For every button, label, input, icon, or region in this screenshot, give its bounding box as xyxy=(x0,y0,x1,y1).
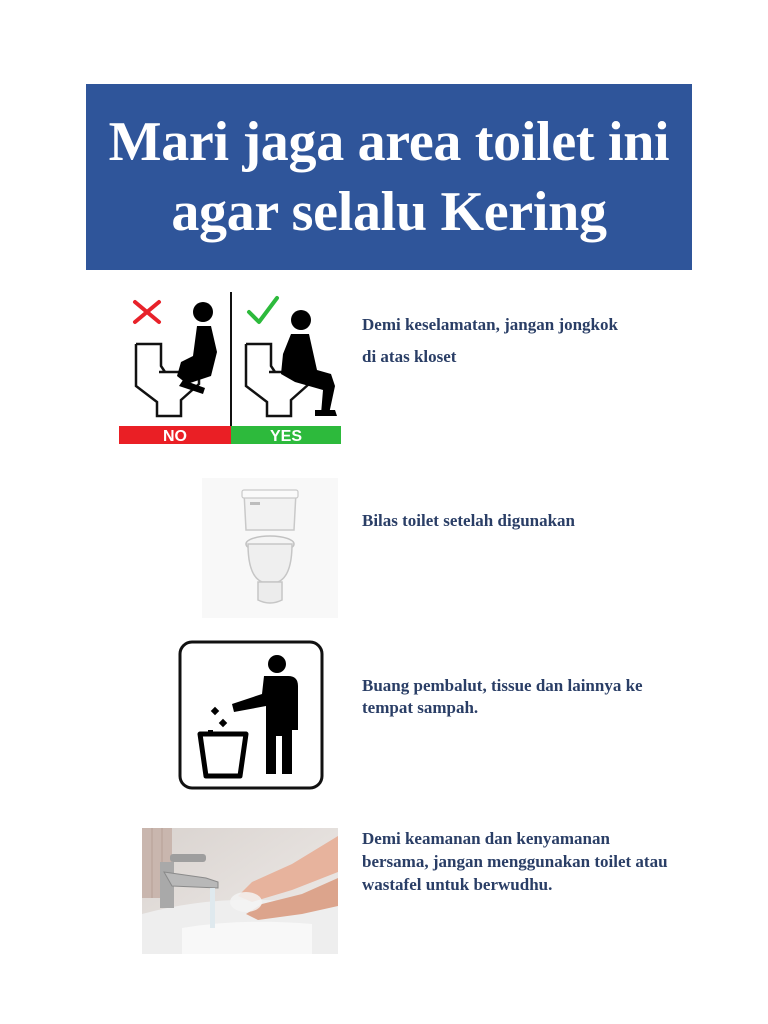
instruction-2-text: Bilas toilet setelah digunakan xyxy=(362,511,576,530)
title-line-2: agar selalu Kering xyxy=(171,181,607,243)
instruction-1-line-1: Demi keselamatan, jangan jongkok xyxy=(362,315,618,334)
title-line-1: Mari jaga area toilet ini xyxy=(108,111,670,173)
instruction-3-line-2: tempat sampah. xyxy=(362,698,479,717)
trash-bin-person-icon xyxy=(178,640,324,790)
instruction-3-line-1: Buang pembalut, tissue dan lainnya ke xyxy=(362,676,643,695)
instruction-1-line-2: di atas kloset xyxy=(362,347,457,366)
title-banner xyxy=(86,84,692,270)
squat-no-sit-yes-icon xyxy=(119,292,341,444)
instruction-4-line-3: wastafel untuk berwudhu. xyxy=(362,875,553,894)
toilet-photo xyxy=(202,478,338,618)
no-label: NO xyxy=(163,428,187,444)
washing-hands-photo xyxy=(142,828,338,954)
instruction-4-line-1: Demi keamanan dan kenyamanan xyxy=(362,829,610,848)
instruction-4-line-2: bersama, jangan menggunakan toilet atau xyxy=(362,852,668,871)
yes-label: YES xyxy=(269,428,303,444)
